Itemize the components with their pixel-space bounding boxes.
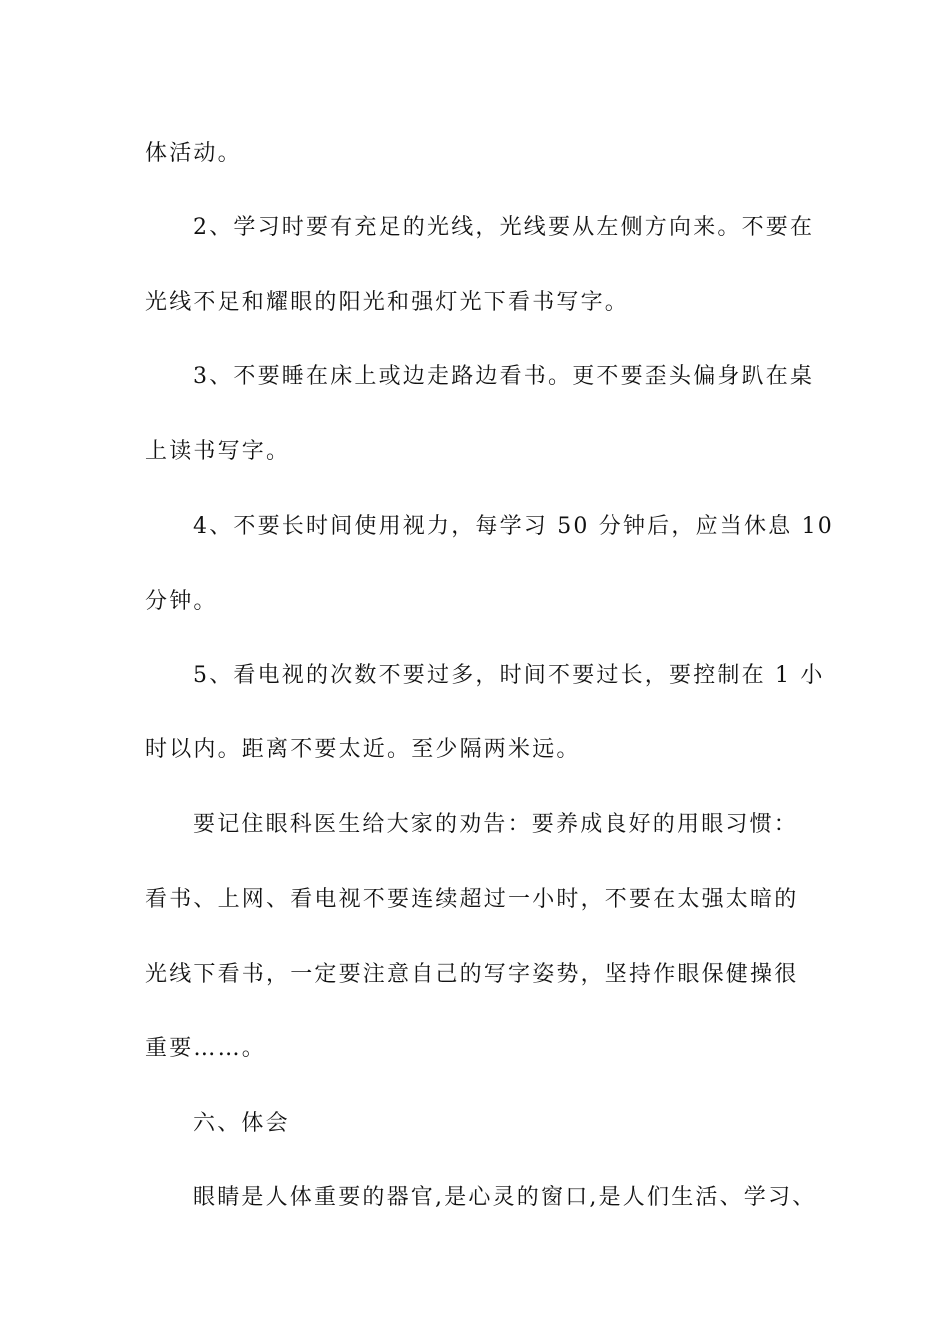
doctor-advice-line-4: 重要……。	[145, 1036, 267, 1061]
paragraph-2-line-2: 光线不足和耀眼的阳光和强灯光下看书写字。	[145, 290, 630, 315]
paragraph-3-line-2: 上读书写字。	[145, 439, 291, 464]
paragraph-3-line-1: 3、不要睡在床上或边走路边看书。更不要歪头偏身趴在桌	[193, 364, 815, 389]
doctor-advice-line-3: 光线下看书，一定要注意自己的写字姿势，坚持作眼保健操很	[145, 962, 799, 987]
paragraph-2-line-1: 2、学习时要有充足的光线，光线要从左侧方向来。不要在	[193, 215, 815, 240]
paragraph-5-line-2: 时以内。距离不要太近。至少隔两米远。	[145, 737, 581, 762]
experience-paragraph-line-1: 眼睛是人体重要的器官,是心灵的窗口,是人们生活、学习、	[193, 1185, 817, 1210]
doctor-advice-line-1: 要记住眼科医生给大家的劝告：要养成良好的用眼习惯：	[193, 812, 799, 837]
paragraph-5-line-1: 5、看电视的次数不要过多，时间不要过长，要控制在 1 小	[193, 663, 825, 688]
section-heading: 六、体会	[193, 1111, 290, 1136]
paragraph-4-line-2: 分钟。	[145, 589, 218, 614]
paragraph-4-line-1: 4、不要长时间使用视力，每学习 50 分钟后，应当休息 10	[193, 514, 834, 539]
doctor-advice-line-2: 看书、上网、看电视不要连续超过一小时，不要在太强太暗的	[145, 887, 799, 912]
text-line-1: 体活动。	[145, 141, 242, 166]
